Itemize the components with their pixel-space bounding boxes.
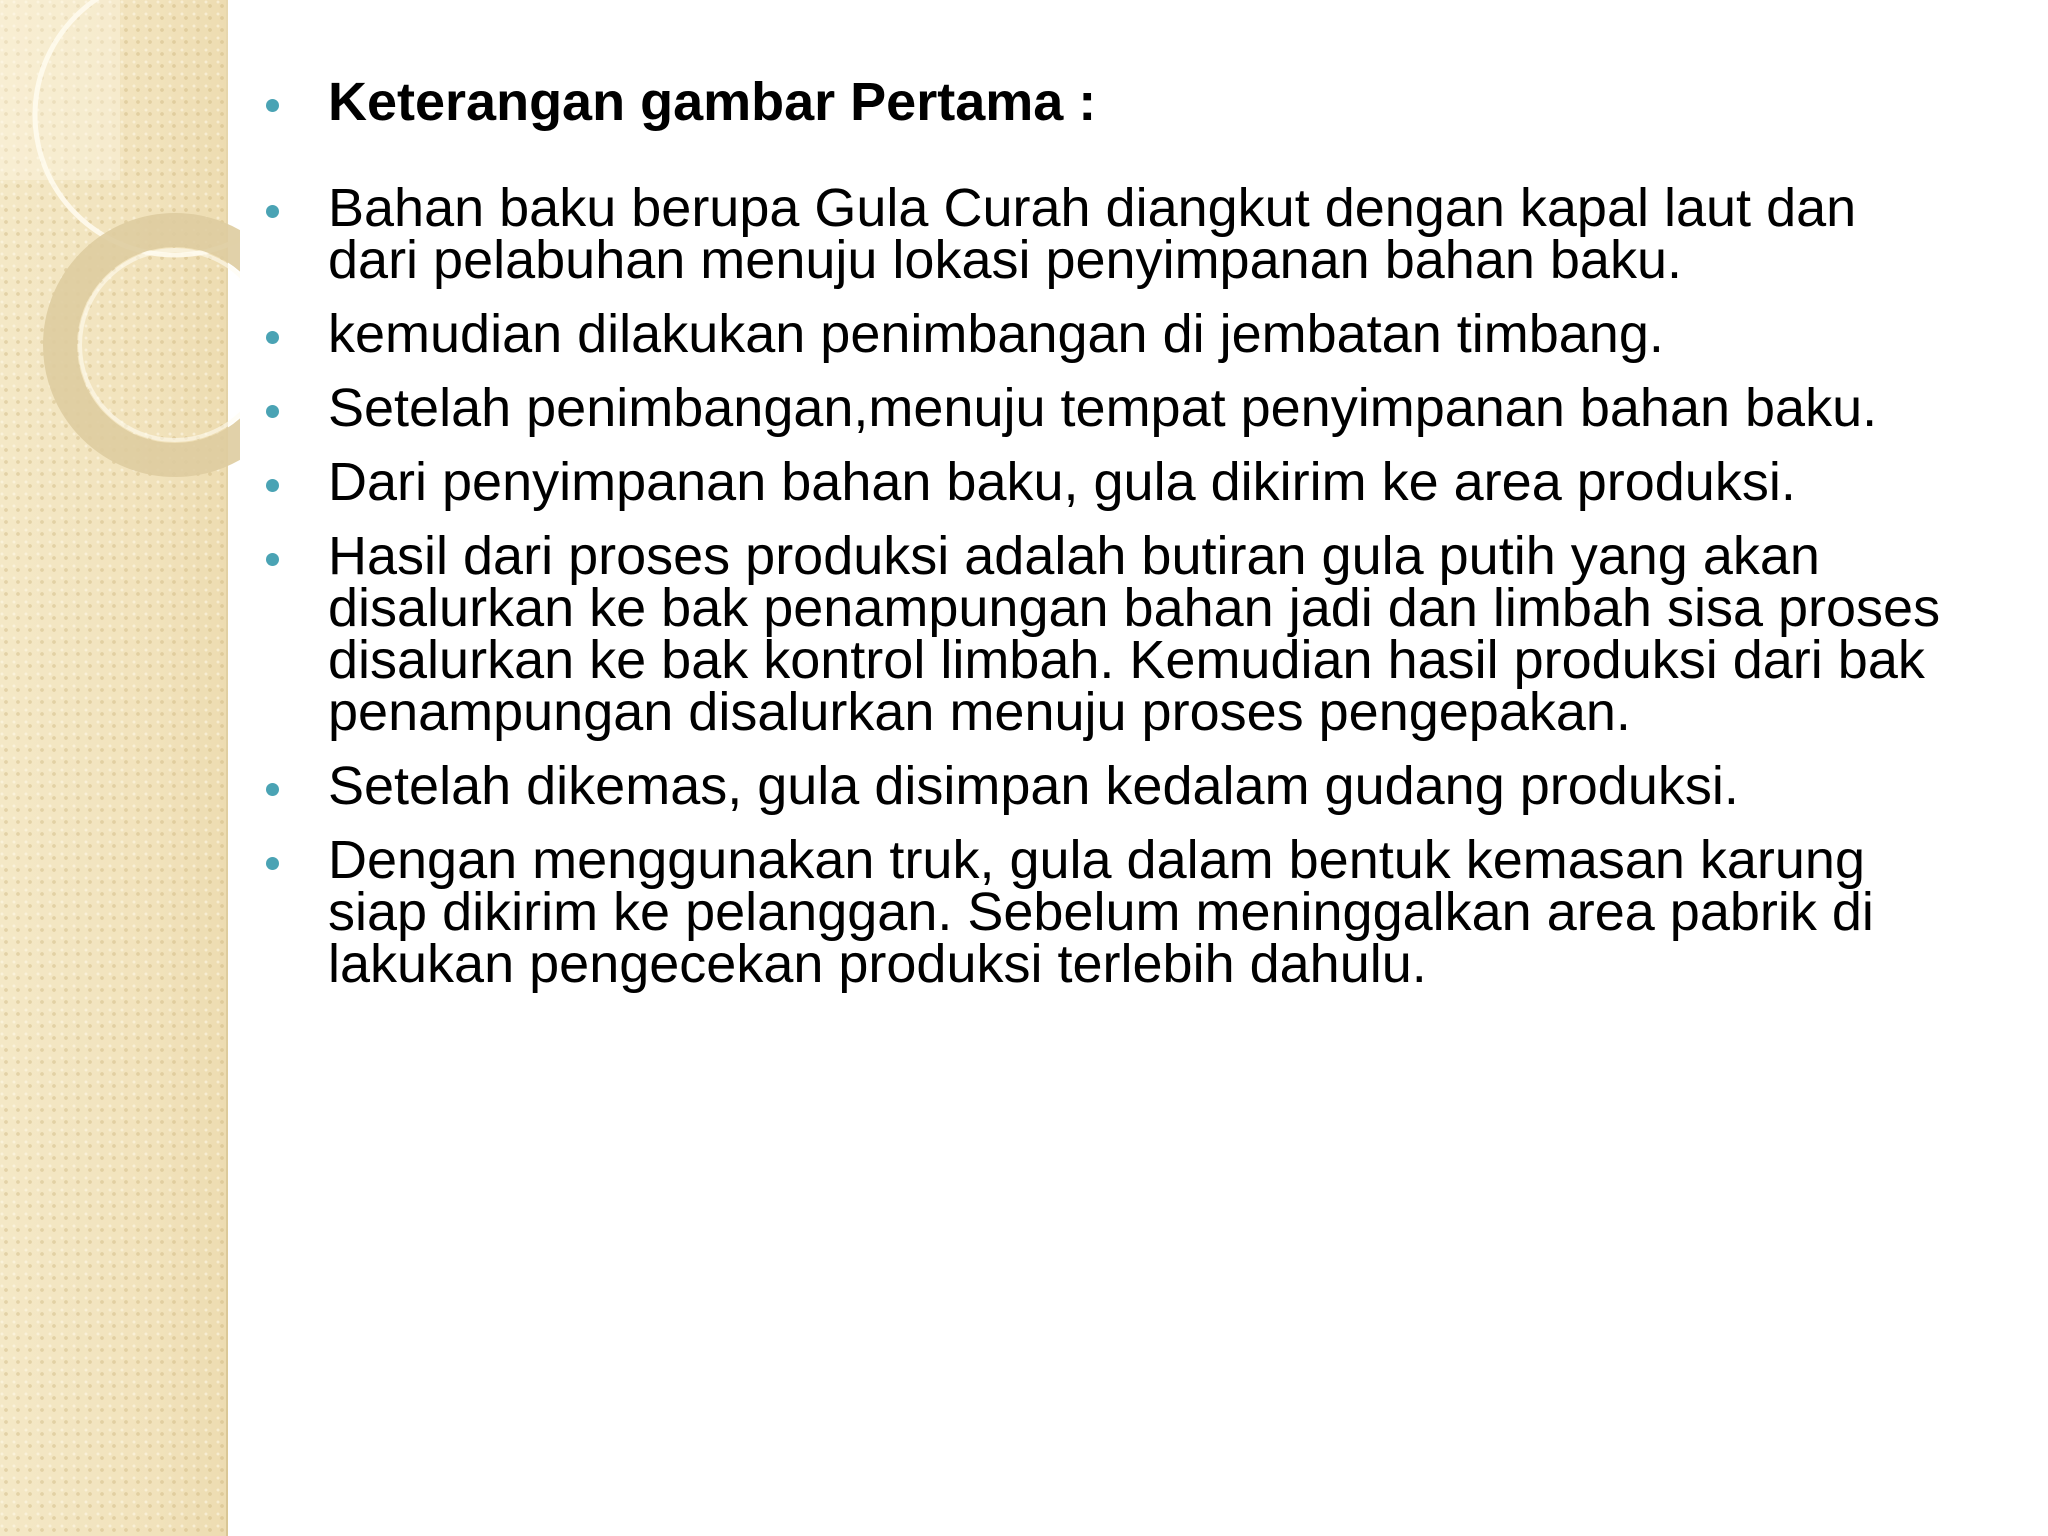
- bullet-icon: [266, 479, 279, 492]
- bullet-icon: [266, 553, 279, 566]
- list-item-text: kemudian dilakukan penimbangan di jembatan timbang.: [328, 304, 1664, 364]
- decorative-ring-thick: [60, 230, 240, 460]
- list-item-text: Dari penyimpanan bahan baku, gula dikirim ke area produksi.: [328, 452, 1796, 512]
- decorative-rect: [0, 0, 120, 180]
- bullet-icon: [266, 857, 279, 870]
- list-heading: [252, 72, 1952, 132]
- decorative-rings: [0, 0, 240, 520]
- list-item: [252, 304, 1952, 364]
- list-item-text: Hasil dari proses produksi adalah butiran gula putih yang akan disalurkan ke bak penampungan bahan jadi dan limbah sisa proses disalurkan ke bak kontrol limbah. Kemudian hasil produksi dari bak penampungan disalurkan menuju proses pengepakan.: [328, 526, 1941, 742]
- list-item-text: Dengan menggunakan truk, gula dalam bentuk kemasan karung siap dikirim ke pelanggan. Sebelum meninggalkan area pabrik di lakukan pengecekan produksi terlebih dahulu.: [328, 830, 1874, 994]
- bullet-icon: [266, 405, 279, 418]
- bullet-icon: [266, 99, 279, 112]
- list-item-text: Setelah penimbangan,menuju tempat penyimpanan bahan baku.: [328, 378, 1878, 438]
- list-item: [252, 178, 1952, 290]
- bullet-icon: [266, 331, 279, 344]
- list-item: [252, 526, 1952, 742]
- decorative-ring-inner: [80, 250, 240, 440]
- list-item-text: Setelah dikemas, gula disimpan kedalam gudang produksi.: [328, 756, 1739, 816]
- list-item: [252, 378, 1952, 438]
- bullet-icon: [266, 783, 279, 796]
- heading-text: Keterangan gambar Pertama :: [328, 72, 1097, 132]
- list-item: [252, 452, 1952, 512]
- list-item: [252, 830, 1952, 994]
- slide-content: [252, 64, 1952, 1012]
- list-item-text: Bahan baku berupa Gula Curah diangkut dengan kapal laut dan dari pelabuhan menuju lokasi penyimpanan bahan baku.: [328, 178, 1857, 290]
- bullet-icon: [266, 205, 279, 218]
- list-item: [252, 756, 1952, 816]
- bullet-list: [252, 64, 1952, 994]
